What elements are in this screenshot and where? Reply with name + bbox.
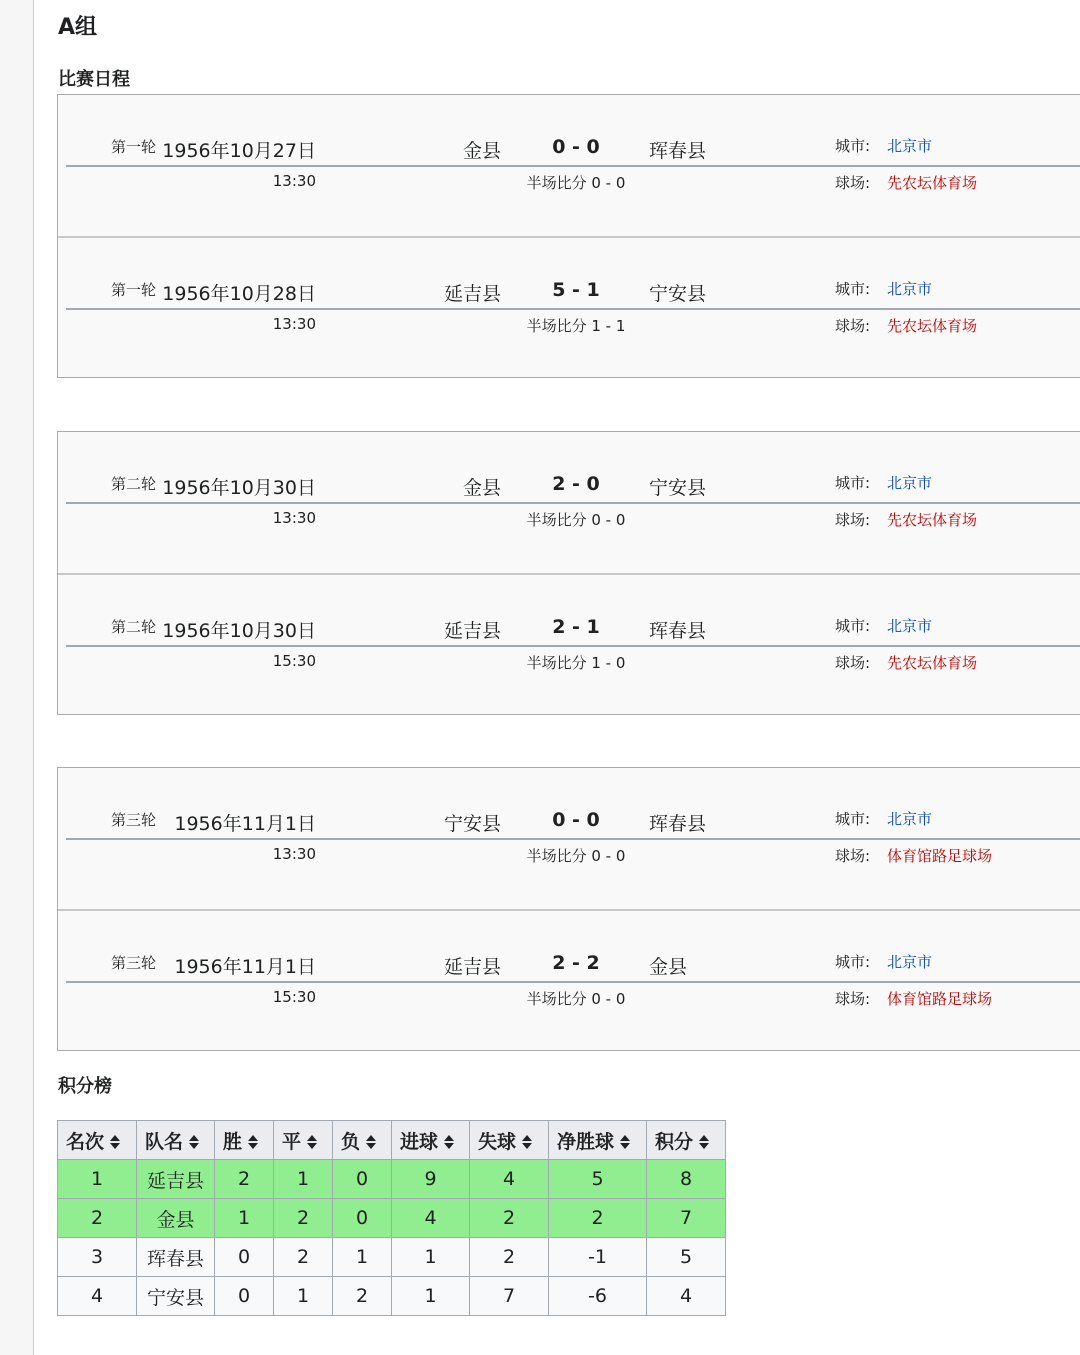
cell-goals-against: 2 <box>470 1238 549 1277</box>
cell-goals-against: 4 <box>470 1160 549 1199</box>
column-header-label: 胜 <box>223 1130 243 1153</box>
city-label: 城市: <box>835 474 871 492</box>
cell-team: 珲春县 <box>137 1238 215 1277</box>
match-round: 第二轮 <box>111 618 157 636</box>
standings-heading: 积分榜 <box>58 1076 112 1097</box>
match-date: 1956年11月1日 <box>174 956 316 978</box>
column-header-goal-difference[interactable] <box>549 1121 647 1160</box>
cell-team: 金县 <box>137 1199 215 1238</box>
cell-points: 5 <box>647 1238 726 1277</box>
match-score: 0 - 0 <box>552 136 600 158</box>
match-round: 第三轮 <box>111 811 157 829</box>
cell-draws: 2 <box>274 1238 333 1277</box>
match-away-team: 珲春县 <box>649 140 707 162</box>
cell-rank: 1 <box>58 1160 137 1199</box>
cell-team: 延吉县 <box>137 1160 215 1199</box>
cell-goal-difference: 2 <box>549 1199 647 1238</box>
match-time: 15:30 <box>272 652 316 670</box>
match-date: 1956年10月27日 <box>162 140 316 162</box>
match-block-round-1 <box>57 94 1080 378</box>
venue-label: 球场: <box>835 654 871 672</box>
cell-goals-for: 1 <box>392 1277 470 1316</box>
halftime-score: 半场比分 0 - 0 <box>526 847 626 865</box>
match-date: 1956年11月1日 <box>174 813 316 835</box>
column-header-label: 名次 <box>66 1130 105 1153</box>
cell-wins: 0 <box>215 1238 274 1277</box>
match-date: 1956年10月28日 <box>162 283 316 305</box>
city-link[interactable]: 北京市 <box>887 617 933 635</box>
sort-icon[interactable] <box>110 1135 120 1149</box>
match-home-team: 延吉县 <box>443 283 501 305</box>
sort-icon[interactable] <box>522 1135 532 1149</box>
left-rail <box>0 0 34 1355</box>
sort-icon[interactable] <box>444 1135 454 1149</box>
match-divider <box>66 981 1080 983</box>
match-score: 2 - 1 <box>552 616 600 638</box>
match-time: 13:30 <box>272 509 316 527</box>
cell-rank: 2 <box>58 1199 137 1238</box>
venue-label: 球场: <box>835 174 871 192</box>
cell-losses: 0 <box>333 1199 392 1238</box>
match-away-team: 宁安县 <box>649 283 707 305</box>
match-time: 15:30 <box>272 988 316 1006</box>
match-divider <box>66 502 1080 504</box>
venue-link[interactable]: 先农坛体育场 <box>887 511 978 529</box>
column-header-losses[interactable] <box>333 1121 392 1160</box>
column-header-label: 积分 <box>655 1130 694 1153</box>
halftime-score: 半场比分 1 - 1 <box>526 317 626 335</box>
column-header-draws[interactable] <box>274 1121 333 1160</box>
venue-link[interactable]: 先农坛体育场 <box>887 317 978 335</box>
match-divider <box>66 838 1080 840</box>
cell-points: 8 <box>647 1160 726 1199</box>
cell-losses: 1 <box>333 1238 392 1277</box>
column-header-points[interactable] <box>647 1121 726 1160</box>
cell-goals-against: 7 <box>470 1277 549 1316</box>
match-card <box>58 95 1080 237</box>
match-round: 第二轮 <box>111 475 157 493</box>
sort-icon[interactable] <box>307 1135 317 1149</box>
match-time: 13:30 <box>272 172 316 190</box>
standings-table <box>57 1120 726 1316</box>
match-block-round-3 <box>57 767 1080 1051</box>
match-card <box>58 238 1080 380</box>
city-link[interactable]: 北京市 <box>887 953 933 971</box>
match-time: 13:30 <box>272 315 316 333</box>
standings-header-row <box>58 1121 726 1160</box>
cell-draws: 1 <box>274 1160 333 1199</box>
venue-label: 球场: <box>835 990 871 1008</box>
cell-goal-difference: -6 <box>549 1277 647 1316</box>
sort-icon[interactable] <box>699 1135 709 1149</box>
cell-wins: 2 <box>215 1160 274 1199</box>
city-link[interactable]: 北京市 <box>887 137 933 155</box>
match-home-team: 宁安县 <box>443 813 501 835</box>
match-divider <box>66 165 1080 167</box>
column-header-goals-against[interactable] <box>470 1121 549 1160</box>
venue-label: 球场: <box>835 317 871 335</box>
match-away-team: 珲春县 <box>649 620 707 642</box>
cell-losses: 2 <box>333 1277 392 1316</box>
table-row <box>58 1160 726 1199</box>
city-link[interactable]: 北京市 <box>887 280 933 298</box>
match-away-team: 珲春县 <box>649 813 707 835</box>
venue-link[interactable]: 先农坛体育场 <box>887 654 978 672</box>
city-link[interactable]: 北京市 <box>887 474 933 492</box>
match-round: 第一轮 <box>111 281 157 299</box>
halftime-score: 半场比分 0 - 0 <box>526 990 626 1008</box>
match-score: 5 - 1 <box>552 279 600 301</box>
match-divider <box>66 645 1080 647</box>
cell-losses: 0 <box>333 1160 392 1199</box>
cell-goal-difference: 5 <box>549 1160 647 1199</box>
cell-points: 7 <box>647 1199 726 1238</box>
halftime-score: 半场比分 0 - 0 <box>526 511 626 529</box>
match-card <box>58 432 1080 574</box>
match-home-team: 金县 <box>462 477 501 499</box>
sort-icon[interactable] <box>366 1135 376 1149</box>
match-divider <box>66 308 1080 310</box>
group-title: A组 <box>58 15 98 40</box>
match-time: 13:30 <box>272 845 316 863</box>
match-block-round-2 <box>57 431 1080 715</box>
column-header-team[interactable] <box>137 1121 215 1160</box>
match-card <box>58 911 1080 1053</box>
match-home-team: 金县 <box>462 140 501 162</box>
halftime-score: 半场比分 0 - 0 <box>526 174 626 192</box>
table-row <box>58 1199 726 1238</box>
halftime-score: 半场比分 1 - 0 <box>526 654 626 672</box>
cell-draws: 2 <box>274 1199 333 1238</box>
column-header-wins[interactable] <box>215 1121 274 1160</box>
cell-team: 宁安县 <box>137 1277 215 1316</box>
match-round: 第一轮 <box>111 138 157 156</box>
sort-icon[interactable] <box>189 1135 199 1149</box>
match-date: 1956年10月30日 <box>162 477 316 499</box>
cell-goals-against: 2 <box>470 1199 549 1238</box>
match-card <box>58 768 1080 910</box>
match-score: 2 - 2 <box>552 952 600 974</box>
cell-rank: 4 <box>58 1277 137 1316</box>
column-header-label: 队名 <box>145 1130 184 1153</box>
column-header-label: 负 <box>341 1130 361 1153</box>
cell-goal-difference: -1 <box>549 1238 647 1277</box>
table-row <box>58 1277 726 1316</box>
cell-wins: 0 <box>215 1277 274 1316</box>
venue-label: 球场: <box>835 847 871 865</box>
cell-goals-for: 1 <box>392 1238 470 1277</box>
column-header-label: 净胜球 <box>557 1130 615 1153</box>
column-header-label: 进球 <box>400 1130 439 1153</box>
match-home-team: 延吉县 <box>443 956 501 978</box>
column-header-label: 失球 <box>478 1130 517 1153</box>
venue-label: 球场: <box>835 511 871 529</box>
city-label: 城市: <box>835 617 871 635</box>
cell-wins: 1 <box>215 1199 274 1238</box>
cell-draws: 1 <box>274 1277 333 1316</box>
schedule-heading: 比赛日程 <box>58 69 130 90</box>
match-card <box>58 575 1080 717</box>
column-header-label: 平 <box>282 1130 302 1153</box>
city-link[interactable]: 北京市 <box>887 810 933 828</box>
match-round: 第三轮 <box>111 954 157 972</box>
table-row <box>58 1238 726 1277</box>
city-label: 城市: <box>835 953 871 971</box>
match-away-team: 宁安县 <box>649 477 707 499</box>
sort-icon[interactable] <box>248 1135 258 1149</box>
cell-rank: 3 <box>58 1238 137 1277</box>
match-date: 1956年10月30日 <box>162 620 316 642</box>
city-label: 城市: <box>835 137 871 155</box>
match-score: 0 - 0 <box>552 809 600 831</box>
city-label: 城市: <box>835 280 871 298</box>
cell-goals-for: 9 <box>392 1160 470 1199</box>
column-header-rank[interactable] <box>58 1121 137 1160</box>
cell-goals-for: 4 <box>392 1199 470 1238</box>
match-away-team: 金县 <box>649 956 688 978</box>
venue-link[interactable]: 体育馆路足球场 <box>887 990 993 1008</box>
match-score: 2 - 0 <box>552 473 600 495</box>
match-home-team: 延吉县 <box>443 620 501 642</box>
column-header-goals-for[interactable] <box>392 1121 470 1160</box>
venue-link[interactable]: 体育馆路足球场 <box>887 847 993 865</box>
city-label: 城市: <box>835 810 871 828</box>
sort-icon[interactable] <box>620 1135 630 1149</box>
venue-link[interactable]: 先农坛体育场 <box>887 174 978 192</box>
cell-points: 4 <box>647 1277 726 1316</box>
